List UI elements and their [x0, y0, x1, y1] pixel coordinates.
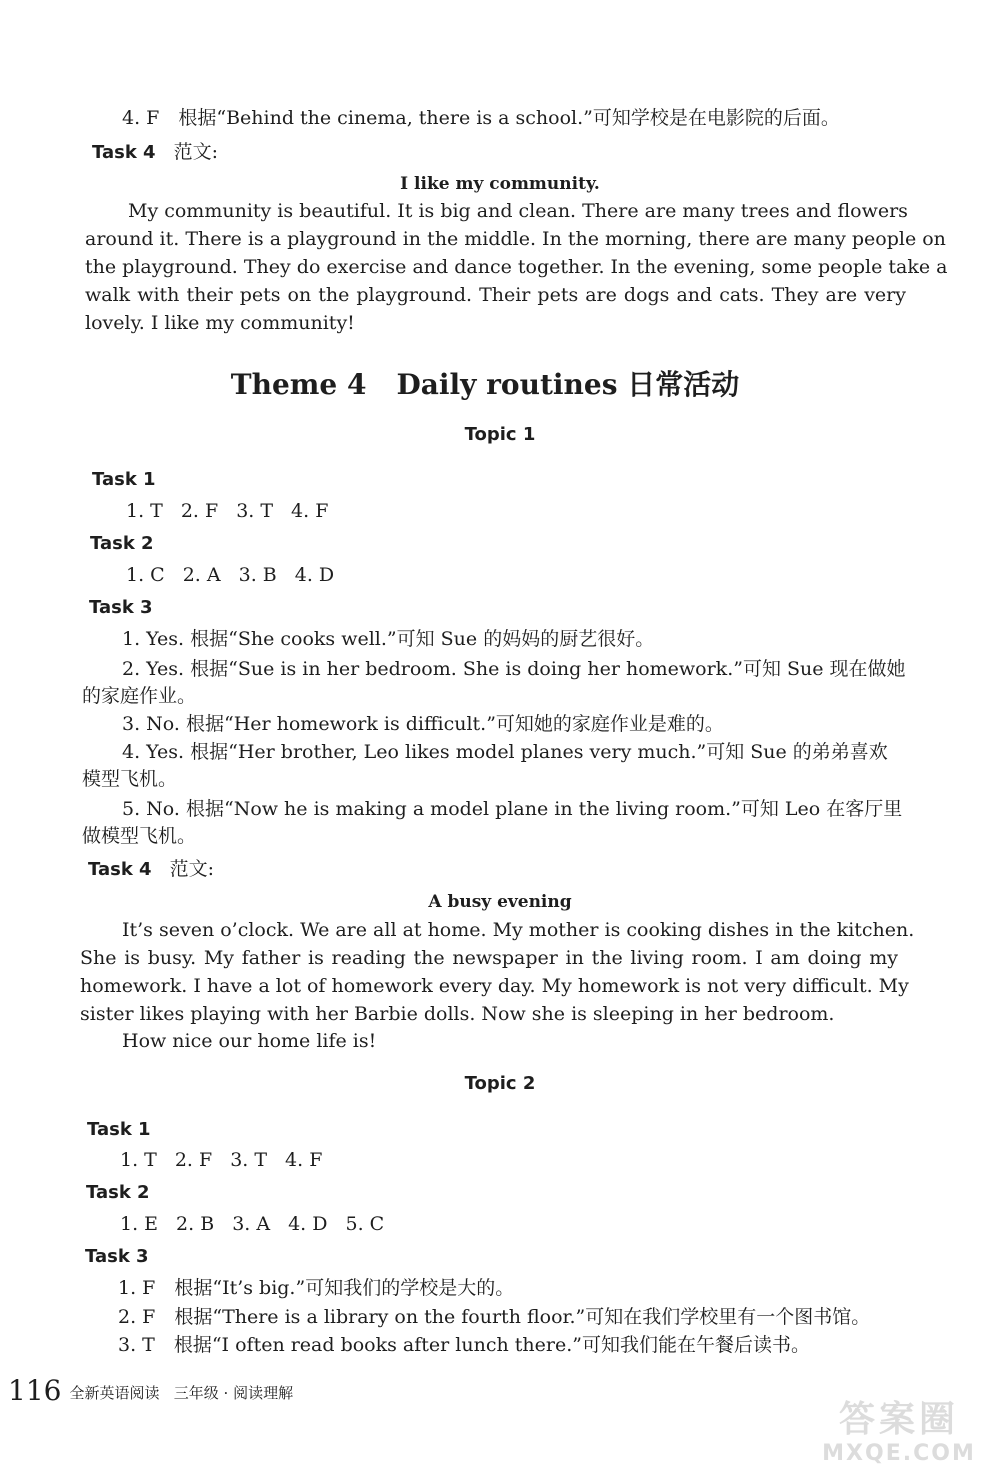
essay-line: She is busy. My father is reading the newspaper in the living room. I am doing my — [80, 947, 898, 969]
page-number: 116 — [8, 1374, 62, 1407]
essay-line: around it. There is a playground in the middle. In the morning, there are many people on — [85, 228, 946, 250]
answer-line: 1. F 根据“It’s big.”可知我们的学校是大的。 — [118, 1277, 515, 1299]
essay-title: A busy evening — [428, 892, 572, 912]
answer-line: 做模型飞机。 — [82, 825, 197, 847]
task-label: Task 2 — [86, 1182, 150, 1203]
task-label: Task 4 范文: — [88, 858, 214, 880]
answer-item: 2. B — [176, 1213, 215, 1235]
task-note: 范文: — [169, 858, 214, 880]
answer-item: 5. C — [345, 1213, 385, 1235]
task-label: Task 3 — [85, 1246, 149, 1267]
answer-item: 1. E — [120, 1213, 159, 1235]
answer-row — [126, 499, 346, 523]
answer-item: 4. F — [285, 1149, 323, 1171]
essay-line: the playground. They do exercise and dance together. In the evening, some people take a — [85, 256, 948, 278]
answer-line: 3. No. 根据“Her homework is difficult.”可知她的家庭作业是难的。 — [122, 713, 724, 735]
task-label: Task 1 — [92, 469, 156, 490]
answer-row — [120, 1148, 340, 1172]
task-note: 范文: — [173, 141, 218, 163]
answer-line: 4. F 根据“Behind the cinema, there is a school.”可知学校是在电影院的后面。 — [122, 107, 840, 129]
book-title: 全新英语阅读 — [69, 1384, 160, 1402]
task-label: Task 4 范文: — [92, 141, 218, 163]
essay-line: It’s seven o’clock. We are all at home. My mother is cooking dishes in the kitchen. — [122, 919, 915, 941]
answer-line: 1. Yes. 根据“She cooks well.”可知 Sue 的妈妈的厨艺很好。 — [122, 628, 655, 650]
watermark-text: 答案圈 — [838, 1399, 959, 1440]
page-footer — [8, 1376, 293, 1408]
watermark-url: MXQE.COM — [822, 1441, 976, 1466]
essay-line: My community is beautiful. It is big and clean. There are many trees and flowers — [128, 200, 908, 222]
answer-row — [120, 1212, 402, 1236]
essay-line: walk with their pets on the playground. Their pets are dogs and cats. They are very — [85, 284, 906, 306]
task-label: Task 1 — [87, 1119, 151, 1140]
topic-heading: Topic 1 — [464, 424, 536, 445]
answer-item: 1. T — [120, 1149, 157, 1171]
theme-title: Daily routines 日常活动 — [396, 368, 740, 401]
answer-item: 3. A — [232, 1213, 271, 1235]
answer-item: 3. T — [230, 1149, 268, 1171]
answer-item: 1. T — [126, 500, 163, 522]
answer-line: 2. F 根据“There is a library on the fourth floor.”可知在我们学校里有一个图书馆。 — [118, 1306, 871, 1328]
answer-item: 4. D — [288, 1213, 328, 1235]
answer-item: 3. B — [238, 564, 277, 586]
essay-line: sister likes playing with her Barbie dolls. Now she is sleeping in her bedroom. — [80, 1003, 835, 1025]
answer-line: 模型飞机。 — [82, 768, 178, 790]
essay-line: lovely. I like my community! — [85, 312, 355, 334]
answer-line: 4. Yes. 根据“Her brother, Leo likes model planes very much.”可知 Sue 的弟弟喜欢 — [122, 741, 888, 763]
answer-line: 2. Yes. 根据“Sue is in her bedroom. She is doing her homework.”可知 Sue 现在做她 — [122, 658, 906, 680]
answer-line: 的家庭作业。 — [82, 685, 197, 707]
essay-line: homework. I have a lot of homework every day. My homework is not very difficult. My — [80, 975, 909, 997]
answer-row — [126, 563, 352, 587]
topic-heading: Topic 2 — [464, 1073, 536, 1094]
answer-line: 5. No. 根据“Now he is making a model plane in the living room.”可知 Leo 在客厅里 — [122, 798, 903, 820]
answer-item: 2. F — [180, 500, 219, 522]
task-label: Task 3 — [89, 597, 153, 618]
watermark-logo — [806, 1400, 992, 1472]
theme-number: Theme 4 — [230, 368, 367, 401]
answer-item: 4. F — [291, 500, 329, 522]
answer-item: 1. C — [126, 564, 165, 586]
answer-item: 4. D — [294, 564, 335, 586]
theme-heading — [0, 368, 1000, 402]
task-label: Task 2 — [90, 533, 154, 554]
answer-item: 2. A — [182, 564, 221, 586]
answer-item: 3. T — [236, 500, 274, 522]
essay-title: I like my community. — [400, 174, 600, 194]
essay-line: How nice our home life is! — [122, 1030, 377, 1052]
answer-line: 3. T 根据“I often read books after lunch there.”可知我们能在午餐后读书。 — [118, 1334, 810, 1356]
grade-label: 三年级 · 阅读理解 — [173, 1384, 294, 1402]
answer-item: 2. F — [174, 1149, 213, 1171]
